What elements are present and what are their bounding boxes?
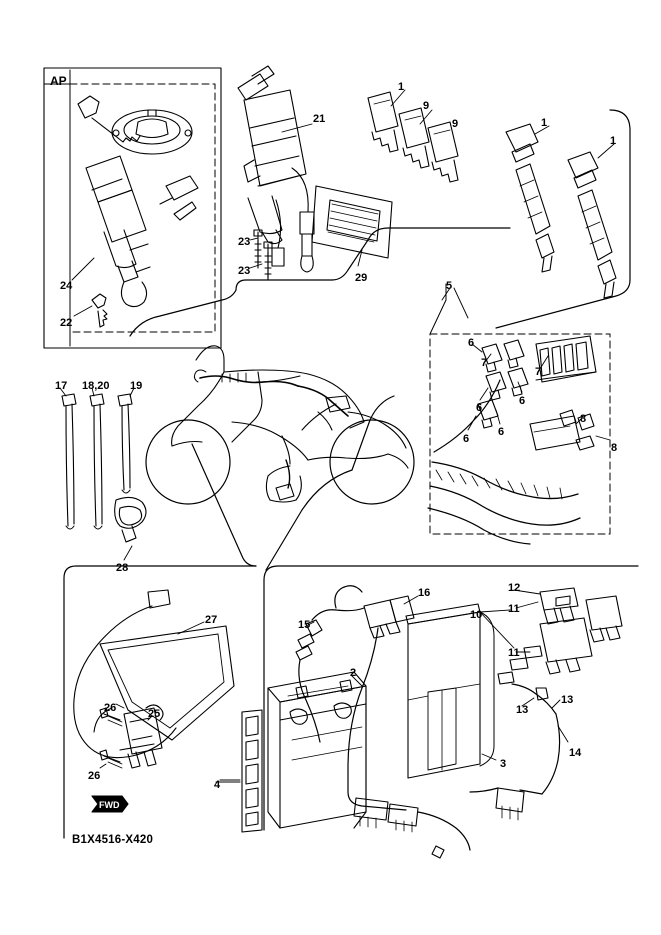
callout-2: 2 [350,667,357,679]
callout-28: 28 [116,562,129,574]
callout-22: 22 [60,317,73,329]
callout-5: 5 [446,280,453,292]
callout-9: 9 [452,118,459,130]
relay-9-group [368,92,458,182]
callout-26: 26 [88,770,101,782]
callout-3: 3 [500,758,507,770]
callout-6: 6 [463,433,470,445]
callout-9: 9 [423,100,430,112]
callout-1: 1 [610,135,617,147]
ignition-coil-group [506,124,616,298]
callout-26: 26 [104,702,117,714]
callout-6: 6 [468,337,475,349]
callout-19: 19 [130,380,143,392]
right-relay-group [470,584,622,820]
callout-25: 25 [148,708,161,720]
battery-lead-group [296,586,470,858]
callout-23: 23 [238,236,251,248]
callout-1: 1 [398,81,405,93]
callout-7: 7 [535,366,542,378]
callout-12: 12 [508,582,521,594]
motorcycle-outline [146,346,414,504]
fwd-direction-label: FWD [99,800,120,810]
callout-15: 15 [298,619,311,631]
ap-inset-label: AP [50,74,67,88]
callout-6: 6 [476,402,483,414]
callout-23: 23 [238,265,251,277]
callout-4: 4 [214,779,221,791]
callout-17: 17 [55,380,68,392]
battery-group [216,672,366,832]
callout-27: 27 [205,614,218,626]
callout-8: 8 [580,413,587,425]
callout-11: 11 [508,603,520,615]
callout-14: 14 [569,747,582,759]
part-number-code: B1X4516-X420 [72,834,154,846]
callout-1: 1 [541,117,548,129]
cable-tie-group [62,394,146,542]
callout-8: 8 [611,442,618,454]
callout-16: 16 [418,587,431,599]
callout-6: 6 [498,426,505,438]
callout-24: 24 [60,280,73,292]
battery-box-group [406,604,494,778]
callout-29: 29 [355,272,368,284]
callout-21: 21 [313,113,326,125]
callout-13: 13 [561,694,574,706]
callout-11: 11 [508,647,520,659]
callout-10: 10 [470,609,483,621]
warning-plate-29 [312,186,392,258]
callout-6: 6 [519,395,526,407]
callout-13: 13 [516,704,529,716]
callout-18-20: 18,20 [82,380,110,392]
callout-7: 7 [481,357,488,369]
